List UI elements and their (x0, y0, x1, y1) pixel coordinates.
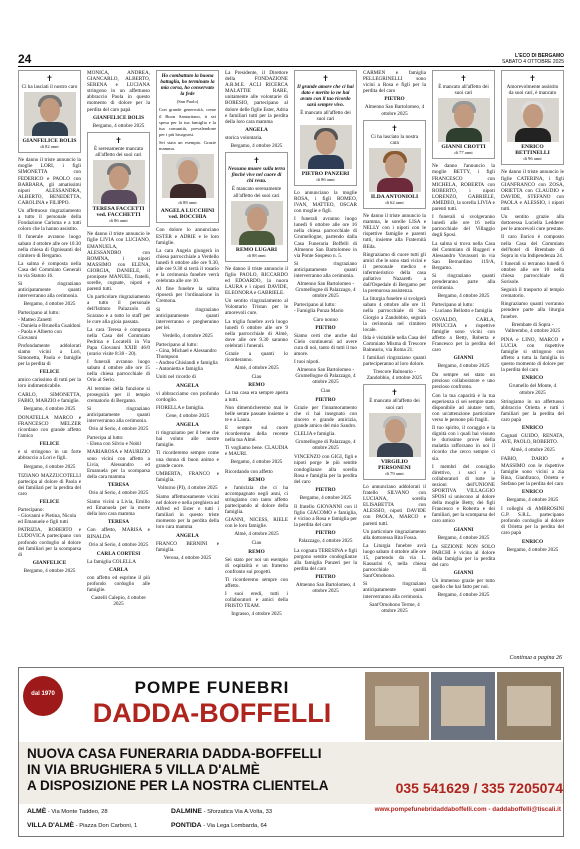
notice-date: Ingrasso, 4 ottobre 2025 (231, 611, 282, 618)
obituary-box (363, 120, 426, 209)
ad-message-line: NUOVA CASA FUNERARIA DADDA-BOFFELLI (27, 746, 322, 761)
deceased-name: TERESA (107, 519, 130, 526)
salutation: Ciao (251, 374, 262, 381)
deceased-name: TERESA FACCETTI ved. FACCHETTI (92, 206, 145, 219)
address-line (27, 822, 137, 829)
notice-date: Almenno San Bartolomeo - Grumellogne di Palazzago, 4 ottobre 2025 (295, 281, 356, 300)
salutation: Ciao (251, 540, 262, 547)
deceased-name: ANGELA LUCCHINI ved. BOCCHIA (160, 208, 215, 221)
participants-list: Partecipano: - Giovanni e Pietina, Nicola ed Emanuele e figli tutti (18, 507, 77, 526)
column-3 (156, 70, 219, 665)
deceased-age: di 79 anni (385, 470, 404, 476)
column-5 (294, 70, 357, 665)
notice-text: Si ringraziano anticipatamente quanti interverranno alla cerimonia. (363, 581, 426, 600)
deceased-name: ANGELA (245, 126, 268, 133)
obituary-box (18, 70, 81, 153)
portrait-photo (369, 148, 421, 192)
deceased-name: GIANNI (453, 570, 474, 577)
deceased-age: di 88 anni (178, 200, 197, 206)
notice-text: La cognata TERESINA e figli porgono sentite condoglianze alla famiglia Panzeri per la perdita del caro (294, 547, 357, 572)
notice-text: La Liturgia funebre avrà luogo sabato 4 ottobre alle ore 15, partendo da via L. Kassarini 6, nella chiesa parrocchiale di Sant'Omobono. (363, 542, 426, 580)
cross-icon: ✝ (115, 135, 122, 145)
notice-text: CARMEN e famiglia PELLEGRINELLI sono vicini a Rosa e figli per la perdita del caro (363, 70, 426, 95)
notice-text: FRANCO BERNINI e famiglia. (156, 540, 219, 553)
notice-text: Un particolare ringraziamento a tutto il personale dell'Istituto Palazzolo di Scarano e a tutto lo staff per le cure alla gioia passata. (87, 294, 150, 325)
notice-text: FABIO, DARIO e MASSIMO con le rispettive famiglie sono vicini a zia Rina, Gianfranco, Orietta e Stefano per la perdita del caro (501, 456, 564, 487)
deceased-age: di 77 anni (454, 150, 473, 156)
notice-text: Ti vogliamo bene. CLAUDIA e MAURI. (225, 445, 288, 458)
notice-text: La cara Teresa è composta nella Casa del Commiato Pedrina e Locatelli in Via Papa Giovanni XXIII 46/0 (orario visite 8:30 - 20). (87, 326, 150, 358)
deceased-name: ENRICO (521, 375, 544, 382)
cross-icon: ✝ (322, 74, 329, 83)
notice-text: Ne danno il triste annuncio il figlio PAOLO, RICCARDO ed EDOARDO, la nuora LAURA e i nipoti DAVIDE, ELEONORA e GABRIELE. (225, 265, 288, 297)
notice-text: Ti ricorderemo sempre come una donna di buon animo e grande cuore. (156, 450, 219, 469)
notice-text: VINCENZO con GIGI, figli e nipoti porge le più sentite condoglianze alla sorella Rosa e famiglia per la perdita del caro (294, 454, 357, 485)
deceased-name: ENRICO BETTINELLI (515, 144, 550, 157)
notice-text: Stringiamo in un affettuoso abbraccio Orietta e tutti i familiari per la perdita del caro papà (501, 398, 564, 423)
deceased-name: ANGELA (176, 422, 199, 429)
obituary-box (87, 132, 150, 227)
column-1 (18, 70, 81, 665)
notice-text: La famiglia COLELLA (87, 558, 136, 565)
cross-icon: ✝ (529, 74, 536, 83)
epigraph-quote: Nessuno muore sulla terra finché vive nel cuore di chi resta. (228, 166, 285, 185)
notice-text: Un affettuoso ringraziamento a tutto il personale della Fondazione Carisma e a tutti coloro che la hanno assistito. (18, 208, 81, 233)
deceased-name: ENRICO (521, 488, 544, 495)
notice-text: I membri del consiglio direttivo, i soci e i collaboratori di tutte le sezioni dell'UNIONE SPORTIVA VILLAGGIO SPOSI si uniscono al dolore della moglie Betty, dei figli Francesco e Roberta e dei familiari, per la scomparsa del caro amico (432, 463, 495, 525)
notice-date: Bergamo, 4 ottobre 2025 (23, 405, 76, 412)
deceased-name: GIANNI CROTTI (441, 144, 486, 151)
notice-date: Bergamo, 4 ottobre 2025 (23, 463, 76, 470)
notice-text: storica volontaria. (225, 134, 263, 141)
notice-text: I funerali si svolgeranno lunedì alle ore 16 nella parrocchiale del Villaggio degli Sposi. (432, 214, 495, 239)
deceased-age: di 88 anni (247, 252, 266, 258)
notice-text: Ti ricorderemo sempre con affetto. (225, 576, 288, 589)
notice-date: Bergamo, 4 ottobre 2025 (437, 534, 490, 541)
deceased-age: di 96 anni (523, 156, 542, 162)
notice-text: Ne danno l'annuncio la moglie BETTY, i figli FRANCESCO con MICHELA, ROBERTA con ROBERTO, i nipoti LORENZO, GABRIELE, AMEDEO, la sorella LIVIA e parenti tutti. (432, 163, 495, 213)
issue-date: SABATO 4 OTTOBRE 2025 (502, 59, 564, 65)
notice-text: Lo annunciano la moglie ROSA, i figli ROMEO, IVAN, MATTEO, OSCAR con moglie e figli. (294, 189, 357, 215)
deceased-name: REMO (248, 382, 265, 389)
notice-text: Ilda è visitabile nella Casa del Commiato Misma di Trescore Balneario, via Roma 21. (363, 334, 426, 353)
notice-text: Il caro Enrico è composto nella Casa del Commiato dell'hotel di Brembate di Sopra in via Indipendenza 24. (501, 234, 564, 259)
notice-text: Grazie per l'innamoramento che ci hai insegnato con sincero e grande amicizia, grande amico del mio Sandro. (294, 404, 357, 429)
deceased-name: ENRICO (521, 425, 544, 432)
notice-text: FIORELLA e famiglia. (156, 404, 205, 411)
ad-subtitle: POMPE FUNEBRI (134, 678, 290, 697)
deceased-name: ANGELA (176, 382, 199, 389)
logo-since-text: dal 1970 (31, 691, 55, 697)
cross-icon: ✝ (46, 74, 53, 83)
deceased-name: CARLA CORTESI (96, 550, 141, 557)
notice-text: CLELIA e famiglia. (294, 431, 336, 438)
notice-text: Ne danno il triste annuncio le figlie LIVIA con LUCIANO, EMANUELA, ALESSANDRO con ROMINA, i nipoti MASSIMO con ELENA, GIORGIA, DANIELE, il pronipote MANUEL, fratelli, sorelle, cognate, nipoti e parenti tutti. (87, 231, 150, 293)
brand-logo (23, 676, 63, 716)
address-city: VILLA D'ALMÈ (27, 822, 75, 829)
portrait-photo (300, 125, 352, 169)
deceased-name: GIANNI (453, 526, 474, 533)
deceased-name: FELICE (39, 498, 60, 505)
participants-list: Partecipano al lutto: - Famiglia Punza Mario (294, 302, 344, 315)
notice-text: Ringraziamo quanti vorranno prendere parte alla liturgia funebre. (501, 301, 564, 320)
notice-date: Almenno San Bartolomeo, 4 ottobre 2025 (364, 104, 425, 117)
obituary-box (363, 384, 426, 479)
notice-date: Bergamo, 4 ottobre 2025 (23, 567, 76, 574)
column-4 (225, 70, 288, 665)
notice-text: La salma si trova nella Casa del Commiato di Ruggeri e Alessandro Vavassori in via San Bernardino 119/A, Bergamo. (432, 240, 495, 271)
cross-icon: ✝ (391, 388, 398, 398)
notice-date: Orio al Serio, 4 ottobre 2025 (88, 426, 149, 433)
notice-text: Si ringraziano anticipatamente quanti interverranno alla cerimonia. (294, 260, 357, 279)
notice-date: Bergamo, 4 ottobre 2025 (230, 143, 283, 150)
notice-date: Almè, 4 ottobre 2025 (234, 365, 279, 372)
notice-text: Siamo vicini a Livia, Emilio ed Emanuela per la morte della loro cara mamma (87, 499, 150, 518)
website-email[interactable]: www.pompefunebridaddaboffelli.com - daddaboffelli@tiscali.it (374, 806, 561, 813)
notice-text: Profondamente addolorati siamo vicini a Lori, Simonetta, Paola e famiglie per la perdita di (18, 342, 81, 368)
deceased-name: FELICE (39, 441, 60, 448)
notice-date: Almenno San Bartolomeo, 4 ottobre 2025 (295, 582, 356, 595)
notice-text: Si ringraziano anticipatamente quanti interverranno alla cerimonia. (87, 405, 150, 425)
notice-text: Un sentito grazie alla dottoressa Luciella Ledderer per le amorevoli cure prestate. (501, 214, 564, 233)
epigraph-quote: Il grande amore che ci hai dato e merito io ne hai avuto con il tuo ricordo sarà sempre vivo. (297, 84, 354, 109)
salutation: Caro nonno (313, 316, 338, 323)
notice-text: PINA e LINO, MARCO e LUCIA con rispettive famiglie si stringono con affetto a tutta la famiglia in questo momento di dolore per la perdita del caro (501, 336, 564, 374)
notice-text: Cognati GUIDO, RENATA, AVE, PAOLO, ROBERTO. (501, 433, 564, 446)
notice-date: Grumello del Monte, 4 ottobre 2025 (508, 383, 557, 396)
deceased-name: REMO LUGARI (235, 246, 278, 253)
salutation: Ciao (320, 388, 331, 395)
notice-date: Bergamo, 4 ottobre 2025 (506, 546, 559, 553)
notice-text: MARIAROSA e MAURIZIO sono vicini con affetto a Livia, Alessandro ed Emanuela per la scomparsa della cara mamma (87, 449, 150, 480)
notice-text: Con grande generosità, come il Buon Samaritano, ti sei spesa per la tua famiglia e la tua comunità, prevalendone per i più bisognosi. (159, 107, 216, 137)
notice-date: Palazzago, 4 ottobre 2025 (298, 538, 353, 545)
notice-text: Ricordando con affetto (225, 468, 273, 475)
deceased-name: GIANFELICE BOLIS (92, 114, 145, 121)
notice-text: Con la tua capacità e la tua esperienza ci sei sempre stato disponibile ad aiutare tutti, con un'attenzione particolare verso le persone più fragili. (432, 392, 495, 423)
notice-text: Il tuo spirito, il coraggio e la dignità con i quali hai vissuto le durissime prove della malattia rafforzano in noi il ricordo che cerco sempre ci sia. (432, 425, 495, 462)
notice-text: DONATELLA MARCO e FRANCESCO MELZER ricordano con grande affetto l'amico (18, 414, 81, 440)
deceased-name: PIETRO (315, 396, 336, 403)
notice-text: vi abbracciamo con profondo cordoglio. (156, 390, 219, 403)
intro-text: È mancato all'affetto dei suoi cari (438, 84, 489, 97)
participants-list: Partecipa al lutto: - Elena con Silvio e Nobil (87, 435, 142, 448)
obituary-box (156, 70, 219, 223)
notice-date: Sant'Omobono Terme, 4 ottobre 2025 (369, 601, 420, 614)
notice-text: La salma è composta nella Casa del Commiato Generali in via Statuto 16. (18, 260, 81, 279)
newspaper-name: L'ECO DI BERGAMO (515, 53, 564, 59)
portrait-photo (369, 413, 421, 457)
deceased-name: PIETRO (315, 573, 336, 580)
intro-text: È mancato serenamente all'affetto dei suoi cari (231, 186, 282, 199)
notice-date: Bergamo, 4 ottobre 2025 (92, 122, 145, 129)
building-photo (497, 672, 561, 740)
address-line (27, 808, 108, 815)
deceased-age: di 62 anni (385, 199, 404, 205)
notice-date: Bergamo, 4 ottobre 2025 (23, 301, 76, 308)
notice-date: Almenno San Bartolomeo - Grumellogne di Palazzago, 4 ottobre 2025 (295, 367, 356, 386)
intro-text: Amorevolmente assistito da suoi cari, è mancato (506, 84, 559, 97)
deceased-name: PIETRO PANZERI (301, 170, 350, 177)
notice-text: Al fine funebre la salma riposerà per l'ordinazione in Cremona. (156, 286, 219, 305)
cross-icon: ✝ (391, 123, 398, 133)
quote-source: (San Paolo) (176, 99, 199, 105)
notice-text: e si stringono in un forte abbraccio a Lori e figli. (18, 449, 81, 462)
deceased-name: PIETRO (315, 530, 336, 537)
ad-message (27, 746, 387, 794)
address-city: ALMÈ (27, 808, 47, 815)
intro-text: È mancato all'affetto dei suoi cari (300, 110, 351, 123)
notice-text: I funerali avranno luogo lunedì 6 ottobre alle ore 16 nella chiesa parrocchiale di Grumellogne, partendo dalla Casa Funeraria Boffelli di Almenno San Bartolomeo in via Ponte Sospeso n. 5. (294, 216, 357, 259)
notice-date: Bergamo, 4 ottobre 2025 (437, 592, 490, 599)
notice-text: amico carissimo di tutti per la loro indimenticabile. (18, 377, 81, 390)
portrait-photo (507, 98, 559, 142)
deceased-name: PIETRO (315, 486, 336, 493)
notice-text: Si ringraziano anticipatamente quanti interverranno e pregheranno per lei. (156, 306, 219, 331)
column-7 (432, 70, 495, 665)
notice-date: Volturno (PI), 4 ottobre 2025 (157, 484, 218, 491)
notice-date: Verona, 4 ottobre 2025 (163, 554, 212, 561)
deceased-age: di 86 anni (109, 218, 128, 224)
notice-text: Un particolare ringraziamento alla dottoressa Rita Fossa. (363, 528, 426, 541)
deceased-name: ENRICO (521, 538, 544, 545)
ad-brand-name: DADDA-BOFFELLI (92, 698, 332, 728)
notice-date: Cene, 4 ottobre 2025 (165, 412, 210, 419)
notice-text: E sempre sul cuore ricorderemo della recente nella tua Almè. (225, 424, 288, 444)
notice-text: Un sentito ringraziamento al Volontario Tristan per le amorevoli cure. (225, 298, 288, 317)
phone-numbers[interactable]: 035 541629 / 335 7205074 (395, 780, 563, 796)
intro-text: È serenamente mancata all'affetto dei suoi cari (94, 145, 143, 158)
participants-list: Partecipano al lutto: - Luciano Bellotto e famiglia (432, 302, 493, 315)
notice-text: Ne danno il triste annuncio la mamma, le sorelle LISA e NELLY con i nipoti con le rispettive famiglie e parenti tutti, insieme alla Fraternità BEda. (363, 213, 426, 250)
notice-text: ti ringraziamo per il bene che hai voluto alle nostre famiglie. (156, 430, 219, 449)
deceased-name: REMO (248, 476, 265, 483)
portrait-photo (24, 92, 76, 136)
notice-text: CARLO, SIMONETTA, FABIO, MARZIO e famiglie. (18, 391, 81, 404)
notice-text: Ringraziamo di cuore tutti gli amici che le sono stati vicini e il personale medico e infermieristico della casa pallativo Nazareth a dall'Ospedale di Bergamo per la premurosa assistenza. (363, 251, 426, 295)
notice-text: Sei stata un esempio. Grazie mamma. (159, 139, 216, 152)
deceased-name: PIETRO (315, 324, 336, 331)
notice-text: Un immenso grazie per tutto quello che hai fatto per noi. (432, 578, 495, 591)
obituary-box (294, 70, 357, 186)
notice-text: La cara Angela giungerà in chiesa parrocchiale a Verdello lunedì 6 ottobre alle ore 9.30, alle ore 9.30 si terrà il rosario e la cerimonia funebre verrà celebrata alle ore 10. (156, 247, 219, 285)
notice-text: GIANNI, NICESS, RIELE con le loro famiglie. (225, 517, 288, 530)
address-city: DALMINE (171, 808, 202, 815)
address-street: - Sforzatica Via A.Volta, 33 (201, 809, 273, 815)
notice-text: Ne danno il triste annuncio la moglie LORI, i figli SIMONETTA con FEDERICO e PAOLO con BARBARA, gli amatissimi nipoti ALESSANDRA, ALBERTO, BENEDETTA, CAROLINA e FILIPPO. (18, 157, 81, 206)
notice-text: I tuoi nipoti. (294, 359, 320, 366)
notice-text: Siamo certi che anche dal Cielo continuerai ad avere cura di noi, tanto di tutti il tuo amore. (294, 332, 357, 357)
intro-text: È mancato all'affetto dei suoi cari (369, 398, 420, 411)
address-line (171, 808, 272, 815)
notice-text: OSVALDO, CARLA, PINUCCIA e rispettive famiglie sono vicini con affetto a Betty, Roberta e Francesco per la perdita del caro (432, 316, 495, 353)
portrait-photo (93, 160, 145, 204)
notice-text: Si ringraziano quanti prenderanno parte alla cerimonia. (432, 272, 495, 292)
notice-text: Il fratello GIOVANNI con il figlio GIACOMO e famiglia, è vicino a Rosa e famiglia per la perdita del caro (294, 503, 357, 529)
header-rule (18, 66, 564, 67)
notice-date: Bergamo, 4 ottobre 2025 (506, 496, 559, 503)
notice-date: Verdello, 4 ottobre 2025 (162, 332, 213, 339)
notice-text: Con dolore lo annunciano ESTER e ADRIE e le loro famiglie. (156, 227, 219, 246)
obituary-box (501, 70, 564, 165)
address-city: PONTIDA (171, 822, 202, 829)
deceased-age: di 86 anni (316, 176, 335, 182)
notice-text: Siamo affettuosamente vicini nel dolore e nella preghiera ad Alfred ed Ester e tutti i familiari in questo triste momento per la perdita della loro cara mamma (156, 493, 219, 531)
building-photos (365, 672, 561, 740)
deceased-name: GIANFELICE (32, 559, 67, 566)
column-6 (363, 70, 426, 665)
epigraph-quote: Ho combattuto la buona battaglia, ho terminato la mia corsa, ho conservato la fede (160, 73, 215, 98)
obituary-columns (18, 70, 564, 665)
page-number: 24 (18, 52, 32, 66)
notice-text: Ne danno il triste annuncio le figlie CATERINA, i figli GIANFRANCO con ZOSA, ORIETTA con CLAUDIO e DAVIDE, STEFANO con PAOLA e ALESSIO, i nipoti tutti. (501, 169, 564, 213)
deceased-age: di 82 anni (40, 144, 59, 150)
address-street: - Via Lega Lombarda, 64 (201, 823, 267, 829)
page-header (0, 0, 580, 70)
deceased-name: FELICE (39, 369, 60, 376)
notice-text: La tua casa era sempre aperta a tutti. (225, 390, 288, 403)
notice-date: Castelli Calepio, 4 ottobre 2025 (91, 595, 146, 608)
notice-text: I funerali avranno luogo sabato 4 ottobre alle ore 15 nella chiesa parrocchiale di Orio al Serio. (87, 359, 150, 384)
address-line (171, 822, 267, 829)
cross-icon: ✝ (253, 156, 260, 166)
deceased-name: CARLA (109, 566, 128, 573)
ad-message-line: IN VIA BRUGHIERA 5 VILLA D'ALMÈ (27, 762, 260, 777)
notice-text: Si ringraziano anticipatamente quanti interverranno alla cerimonia. (18, 281, 81, 300)
participants-list: Partecipano al lutto: - Matteo Zanetti - Daniela e Brunella Gualdoni - Paola e Alberto con Giovanni (18, 310, 81, 341)
notice-text: PATRIZIA, ROBERTO e LUDOVICA partecipano con profondo cordoglio al dolore dei familiari per la scomparsa di (18, 527, 81, 558)
obituary-box (432, 70, 495, 159)
notice-date: Orio al Serio, 4 ottobre 2025 (88, 541, 149, 548)
notice-date: Almè, 4 ottobre 2025 (510, 447, 555, 454)
notice-text: MONICA, ANDREA, GIANCARLO, ALBERTO, SERENA e LUCIANA stringono in un affettuoso abbraccio Paola in questo momento di dolore per la perdita del caro papà (87, 70, 150, 113)
notice-text: Con affetto, MARISA e RINALDA (87, 527, 150, 540)
notice-date: Bergamo, 4 ottobre 2025 (437, 293, 490, 300)
notice-text: Uniti nel ricordo di (156, 374, 196, 381)
deceased-name: ANGELA (176, 532, 199, 539)
deceased-name: GIANFELICE BOLIS (22, 138, 77, 145)
notice-text: La liturgia funebre si svolgerà sabato 4 ottobre alle ore 11 nella parrocchiale di San Giorgio a Zandobbio, seguirà la cerimonia nel cimitero locale. (363, 296, 426, 333)
notice-text: TIZIANO MAZZUCOTELLI partecipa al dolore di Paola e dei familiari per la perdita del caro (18, 472, 81, 497)
building-photo (431, 672, 495, 740)
notice-date: Trescore Balneario - Zandobbio, 4 ottobre 2025 (366, 369, 423, 382)
notice-date: Grumellogne di Palazzago, 4 ottobre 2025 (295, 439, 356, 452)
deceased-name: REMO (248, 548, 265, 555)
notice-text: La Presidente, il Direttore della FONDAZIONE A.R.M.E. ACLI RICERCA MALATTIE RARE, unitamente alle volontarie di BORESIO, partecipano al dolore delle figlie Ester, Adria e familiari tutti per la perdita della loro cara mamma (225, 70, 288, 125)
masthead (502, 53, 564, 65)
notice-date: Almè, 4 ottobre 2025 (234, 531, 279, 538)
notice-text: Sei stato per noi un esempio di ospitalità e un fraterno confronto sui progetti. (225, 556, 288, 575)
notice-text: I suoi eredi, tutti i collaboratori e amici della FRISTO TEAM. (225, 591, 288, 610)
notice-date: Brembate di Sopra - Valbrembo, 4 ottobre 2025 (504, 321, 561, 334)
notice-text: Non dimenticheremo mai le belle serate passate insieme a te e a Laura. (225, 404, 288, 423)
notice-text: Lo annunciano addolorati il fratello SILVANO con LUCIANA, sorella ELISABETTA con ALESSIO, nipoti DAVIDE con PAOLA, MARCO e parenti tutti. (363, 483, 426, 527)
notice-text: Seguirà il trasporto al tempio crematorio. (501, 287, 564, 300)
portrait-photo (231, 201, 283, 245)
deceased-name: ILDA ANTONIOLI (370, 193, 419, 200)
address-street: - Via Monte Taddeo, 28 (46, 809, 108, 815)
intro-text: Ci ha lasciato la nostra cara (370, 133, 419, 146)
obituary-box (225, 152, 288, 262)
notice-text: con affetto ed esprime il più profondo cordoglio alle famiglie. (87, 575, 150, 594)
continued-note: Continua a pagina 26 (509, 655, 562, 661)
deceased-name: VIRGILIO PERSONENI (378, 458, 411, 471)
notice-date: Orio al Serio, 4 ottobre 2025 (88, 489, 149, 496)
notice-text: I colleghi di AMBROSINI G.P. S.R.L. partecipano profondo cordoglio al dolore di Orietta per la perdita del caro papà (501, 506, 564, 537)
notice-text: UMBERTA, FRANCO e famiglia. (156, 470, 219, 483)
deceased-name: TERESA (107, 481, 130, 488)
notice-text: Al termine della funzione si proseguirà per il tempio crematorio di Bergamo. (87, 385, 150, 404)
column-2 (87, 70, 150, 665)
notice-date: Bergamo, 4 ottobre 2025 (437, 363, 490, 370)
address-street: - Piazza Don Carboni, 1 (74, 823, 138, 829)
deceased-name: PIETRO (384, 96, 405, 103)
deceased-name: GIANNI (453, 355, 474, 362)
building-photo (365, 672, 429, 740)
notice-text: Da sempre sei stato un prezioso collaboratore e uno prezioso confronto. (432, 372, 495, 391)
notice-text: I funerali si terranno lunedì 6 ottobre alle ore 10 nella chiesa parrocchiale di Sorisole. (501, 260, 564, 286)
funeral-home-advertisement (18, 667, 564, 837)
notice-text: e l'amicizia che ci ha accompagnato negli anni, ci stringiamo con tanto affetto partecipando al dolore della famiglia. (225, 484, 288, 516)
portrait-photo (438, 98, 490, 142)
intro-text: Ci ha lasciati il nostro caro (21, 84, 78, 90)
notice-date: Bergamo, 4 ottobre 2025 (230, 459, 283, 466)
notice-text: La triglia funebre avrà luogo lunedì 6 ottobre alle ore 9 nella parrocchiale di Almè, dove alle ore 9.30 saranno celebrati i funerali. (225, 318, 288, 349)
column-8 (501, 70, 564, 665)
participants-list: Partecipano al lutto: - Gina, Michael e Alessandro Thompson - Andrea Ghislandi e famiglia - Antonietta e famiglia (156, 342, 218, 373)
notice-text: La SEZIONE NON SOLO PARCHI è vicina al dolore della famiglia per la perdita del caro (432, 543, 495, 568)
portrait-photo (162, 154, 214, 198)
cross-icon: ✝ (460, 74, 467, 83)
ad-message-line: A DISPOSIZIONE PER LA NOSTRA CLIENTELA (27, 778, 329, 793)
notice-text: Il funerale avranno luogo sabato 4 ottobre alle ore 10.30 nella chiesa di Ognissanti del cimitero di Bergamo. (18, 234, 81, 259)
notice-date: Bergamo, 4 ottobre 2025 (299, 494, 352, 501)
notice-text: I familiari ringraziano quanti parteciperanno al loro dolore. (363, 355, 426, 368)
notice-text: Grazie a quanti lo ricorderanno. (225, 351, 288, 364)
